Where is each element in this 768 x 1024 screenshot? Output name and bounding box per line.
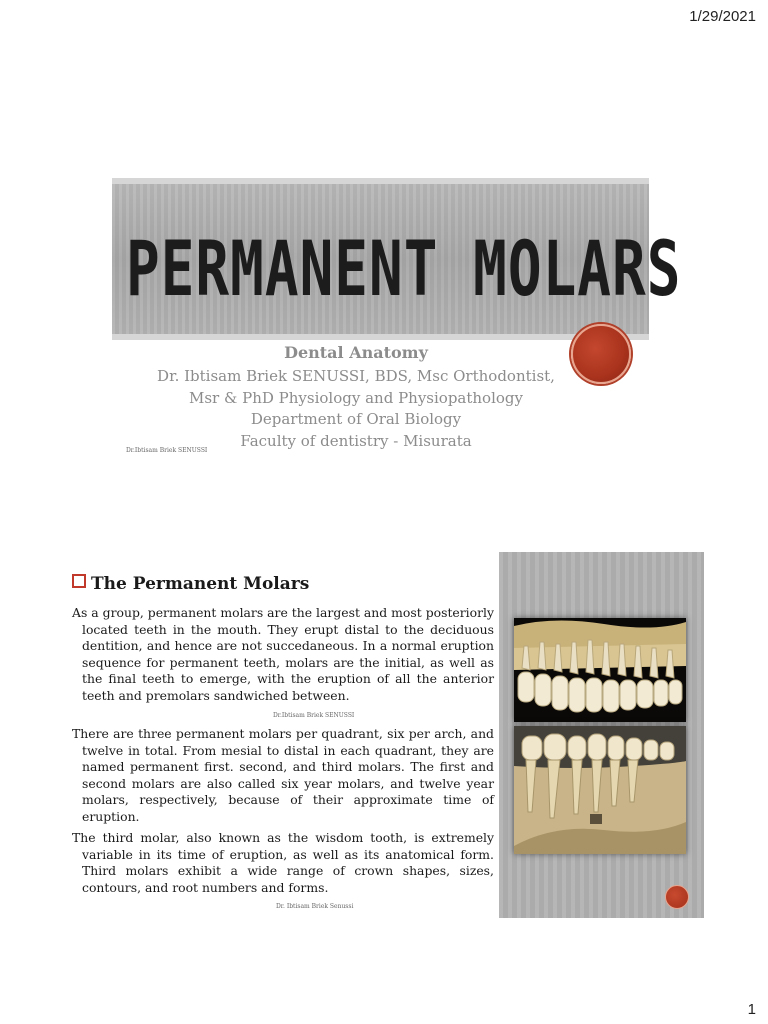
page-number: 1 xyxy=(747,1001,756,1018)
decorative-circle xyxy=(665,885,689,909)
slide-date: 1/29/2021 xyxy=(689,8,756,25)
department-line: Department of Oral Biology xyxy=(250,410,462,428)
bullet-square-icon xyxy=(72,574,86,588)
section-heading-text: The Permanent Molars xyxy=(91,574,310,594)
section-heading xyxy=(72,574,309,594)
paragraph: The third molar, also known as the wisdom tooth, is extremely variable in its time of eruption, as well as its anatomical form. Third molars exhibit a wide range of crown shapes, sizes, contours, and root numbers and forms. xyxy=(72,830,494,895)
paragraph: As a group, permanent molars are the largest and most posteriorly located teeth in the mouth. They erupt distal to the deciduous dentition, and hence are not succedaneous. In a normal eruption sequence for permanent teeth, molars are the initial, as well as the final teeth to emerge, with the eruption of all the anterior teeth and premolars sandwiched between. xyxy=(72,605,494,703)
upper-molars-photo xyxy=(514,618,686,722)
paragraph: There are three permanent molars per quadrant, six per arch, and twelve in total. From mesial to distal in each quadrant, they are named permanent first. second, and third molars. The first and second molars are also called six year molars, and twelve year molars, respectively, because of their approximate time of eruption. xyxy=(72,726,494,824)
qualification-line: Msr & PhD Physiology and Physiopathology xyxy=(189,389,523,407)
slide-footer: Dr. Ibtisam Briek Senussi xyxy=(276,903,354,910)
slide-footer: Dr.Ibtisam Briek SENUSSI xyxy=(126,447,208,454)
photo-panel xyxy=(499,552,704,918)
faculty-line: Faculty of dentistry - Misurata xyxy=(240,432,472,450)
lower-molars-photo xyxy=(514,726,686,854)
author-line: Dr. Ibtisam Briek SENUSSI, BDS, Msc Orthodontist, xyxy=(157,367,555,385)
title-banner xyxy=(112,178,682,340)
slide-footer: Dr.Ibtisam Briek SENUSSI xyxy=(273,712,355,719)
slide-title: PERMANENT MOLARS xyxy=(126,226,682,314)
slide-subtitle: Dental Anatomy xyxy=(284,343,428,362)
